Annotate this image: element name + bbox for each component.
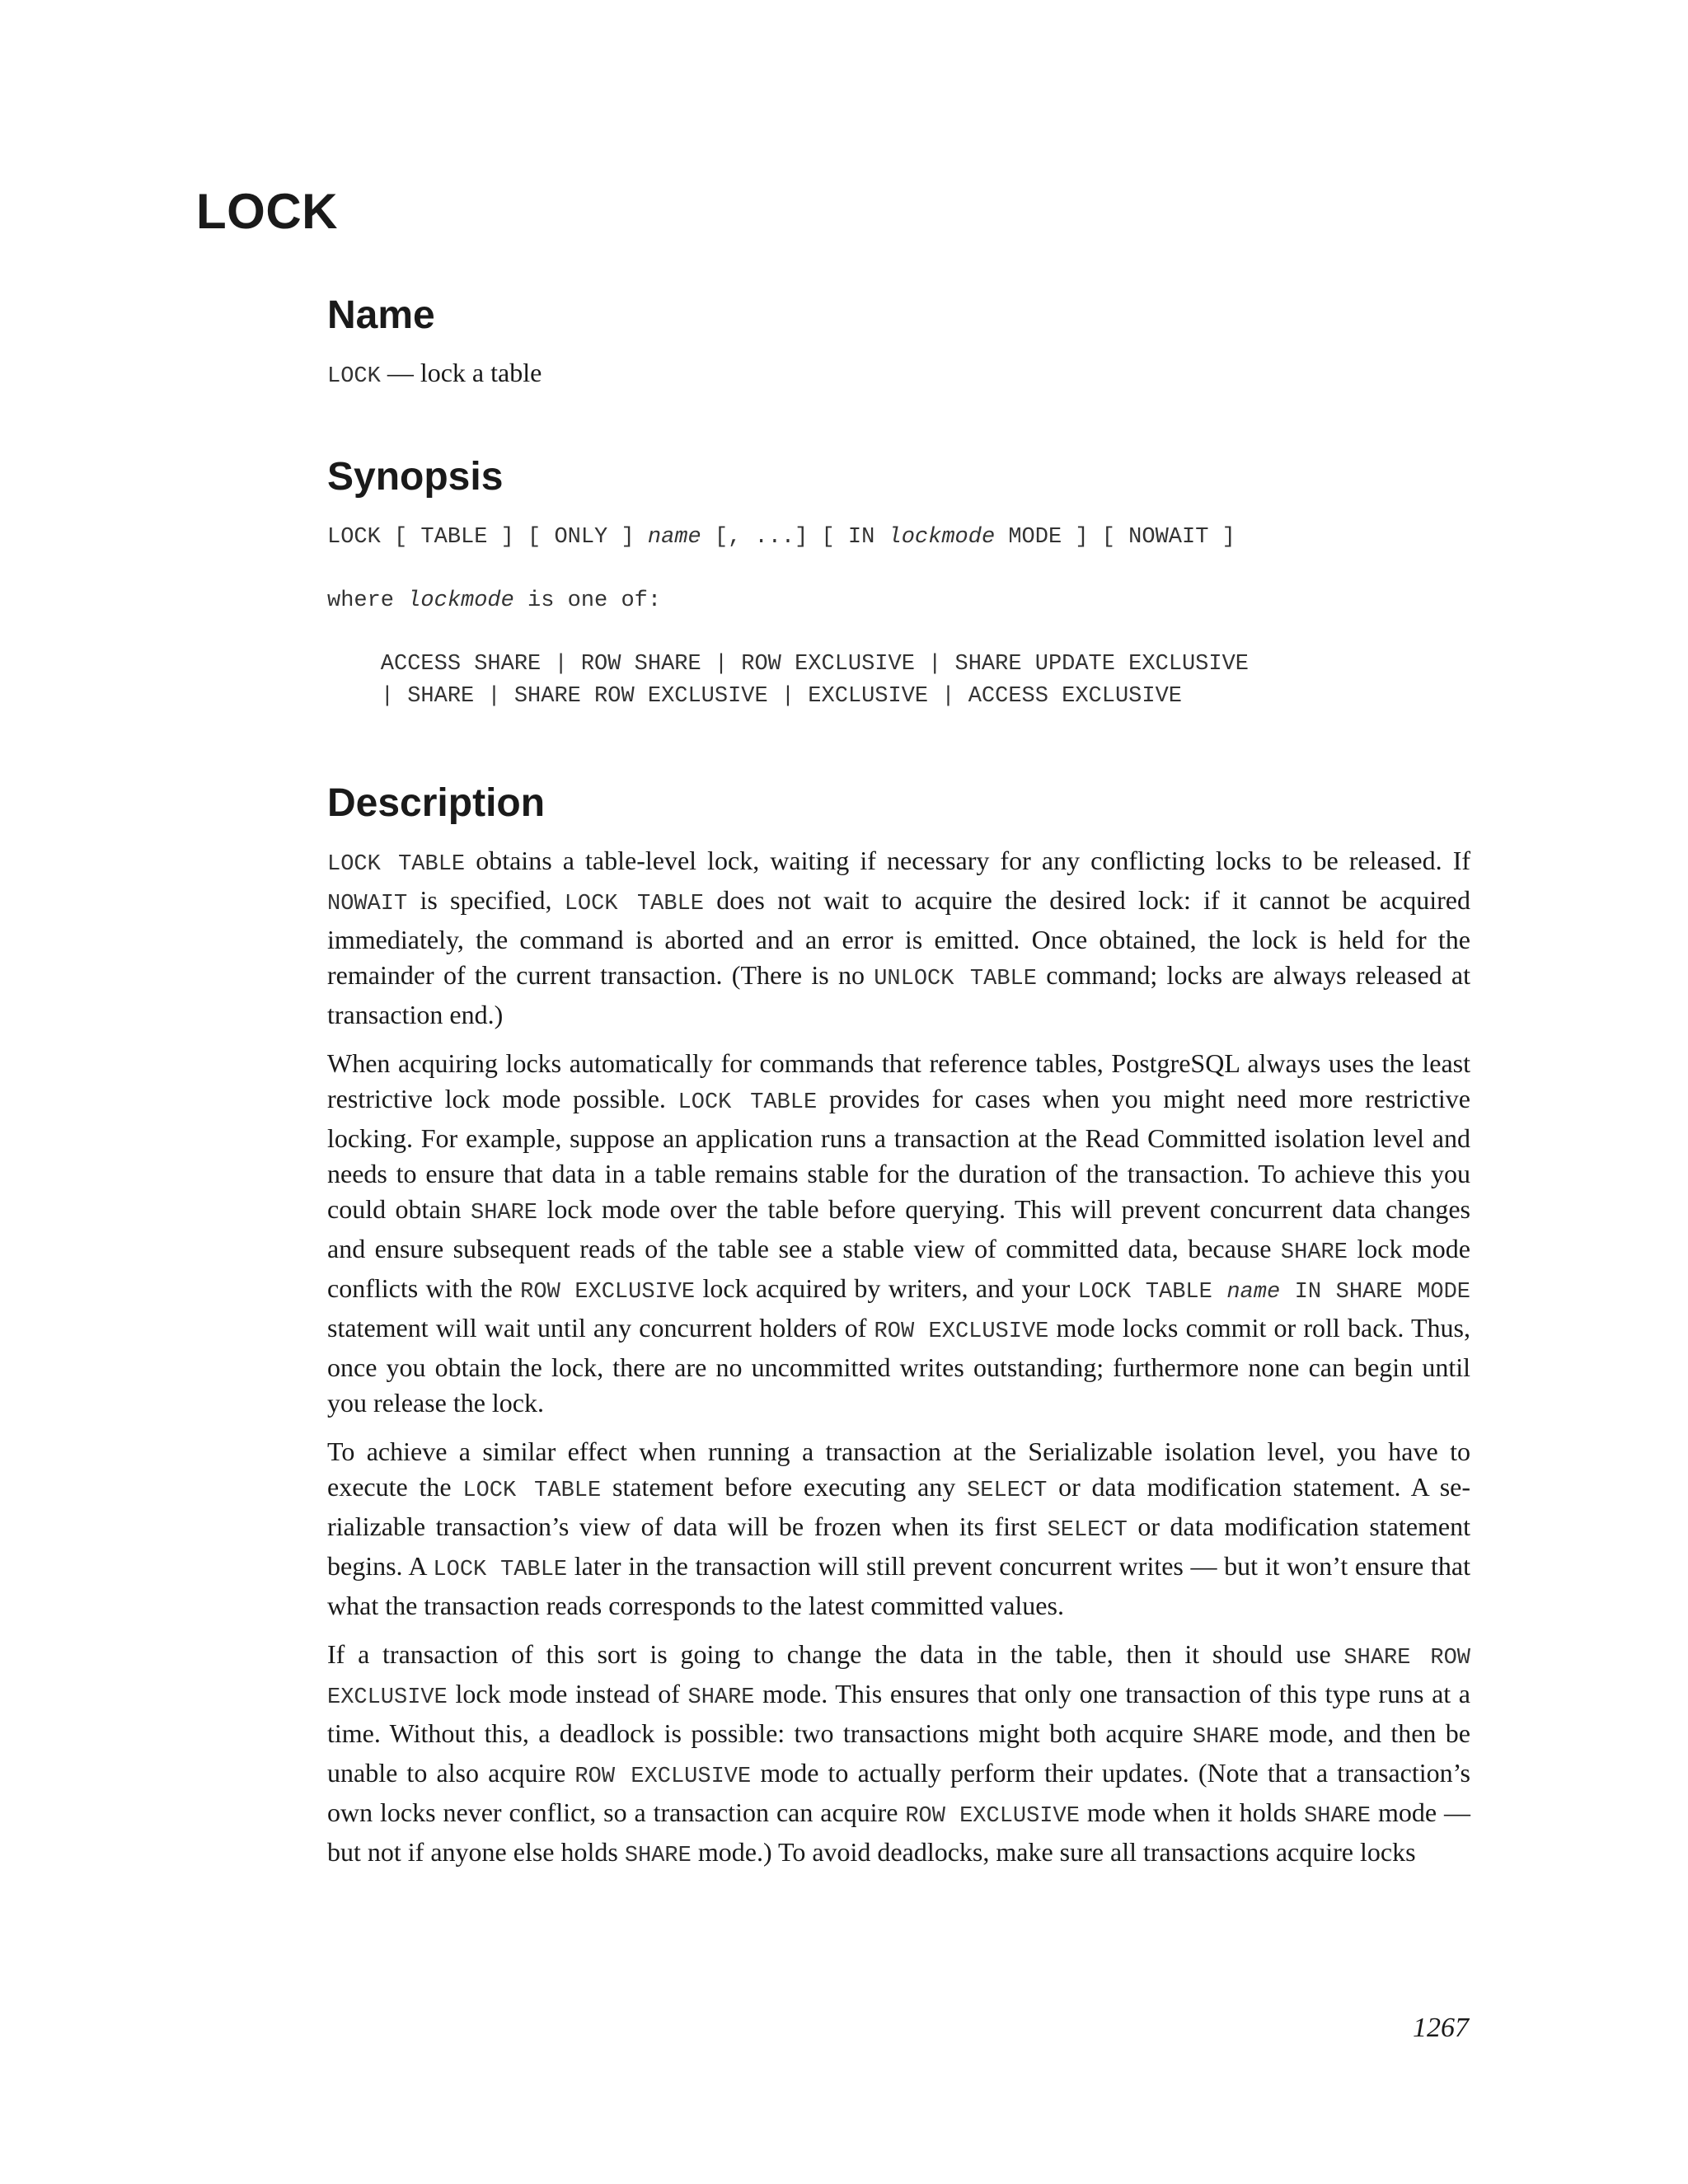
name-line	[327, 355, 1470, 395]
synopsis-heading: Synopsis	[327, 455, 504, 499]
inline-code: LOCK TABLE	[462, 1479, 602, 1503]
inline-code: UNLOCK TABLE	[874, 967, 1037, 991]
synopsis-text: LOCK [ TABLE ] [ ONLY ]	[327, 525, 648, 550]
page-number: 1267	[1413, 2013, 1469, 2043]
inline-code: SELECT	[1047, 1518, 1128, 1543]
inline-code: ROW EXCLUSIVE	[520, 1280, 696, 1305]
synopsis-where-line	[327, 585, 1470, 617]
inline-code: LOCK TABLE	[433, 1558, 568, 1582]
paragraph-text: mode.) To avoid deadlocks, make sure all transactions acquire locks	[691, 1837, 1416, 1867]
paragraph-text: lock mode conflicts with the	[327, 1234, 1470, 1303]
inline-code: ROW EXCLUSIVE	[874, 1319, 1049, 1344]
paragraph-text: statement before executing any	[601, 1472, 968, 1502]
inline-code: LOCK TABLE	[564, 892, 704, 916]
inline-code: SHARE	[471, 1201, 538, 1226]
paragraph-text: If a transaction of this sort is going to change the data in the table, then it should use	[327, 1639, 1344, 1669]
inline-code: SHARE	[624, 1844, 692, 1868]
description-section	[327, 780, 1470, 1874]
inline-code: IN SHARE MODE	[1280, 1280, 1471, 1305]
description-paragraph-3	[327, 1434, 1470, 1624]
inline-code: SHARE	[1192, 1725, 1259, 1750]
synopsis-text: where	[327, 588, 408, 613]
paragraph-text: To achieve a similar effect when running a transaction at the Serializable isolation level, you have to execute the	[327, 1436, 1470, 1502]
lock-modes-line-1: ACCESS SHARE | ROW SHARE | ROW EXCLUSIVE | SHARE UPDATE EXCLUSIVE	[327, 652, 1249, 677]
inline-code: SHARE	[1280, 1240, 1348, 1265]
paragraph-text: mode locks commit or roll back. Thus, once you obtain the lock, there are no uncommitted writes outstanding; furthermore none can begin until you release the lock.	[327, 1313, 1471, 1418]
synopsis-section	[327, 454, 1470, 713]
page-title: LOCK	[196, 184, 338, 239]
name-heading: Name	[327, 293, 435, 337]
synopsis-text: is one of:	[513, 588, 662, 613]
inline-code: ROW EXCLUSIVE	[905, 1804, 1080, 1829]
command-name: LOCK	[327, 364, 381, 389]
paragraph-text: or data modification statement. A serializable transaction’s view of data will be frozen when its first	[327, 1472, 1471, 1541]
paragraph-text: later in the transaction will still prevent concurrent writes — but it won’t ensure that what the transaction reads corresponds to the latest committed values.	[327, 1551, 1471, 1620]
inline-code: SELECT	[967, 1479, 1048, 1503]
inline-code: LOCK TABLE	[678, 1090, 818, 1115]
paragraph-text: is specified,	[407, 885, 565, 915]
synopsis-lockmode-placeholder: lockmode	[407, 588, 514, 613]
paragraph-text: statement will wait until any concurrent holders of	[327, 1313, 874, 1343]
inline-code: SHARE	[687, 1685, 755, 1710]
inline-code: SHARE ROW EXCLUSIVE	[327, 1646, 1471, 1710]
name-separator: —	[380, 358, 420, 387]
description-heading: Description	[327, 781, 546, 825]
lock-modes-line-2: | SHARE | SHARE ROW EXCLUSIVE | EXCLUSIVE | ACCESS EXCLUSIVE	[327, 684, 1182, 709]
paragraph-text: or data modification statement begins. A	[327, 1511, 1470, 1581]
inline-code: LOCK TABLE	[327, 852, 466, 877]
synopsis-name-placeholder: name	[647, 525, 701, 550]
inline-code: NOWAIT	[327, 892, 408, 916]
inline-code: LOCK TABLE	[1077, 1280, 1227, 1305]
paragraph-text: lock mode over the table before querying. This will prevent concurrent data changes and ensure subsequent reads of the table see a stable view of committed data, because	[327, 1194, 1471, 1263]
inline-code: name	[1226, 1280, 1281, 1305]
description-paragraph-4	[327, 1637, 1470, 1874]
paragraph-text: mode — but not if anyone else holds	[327, 1797, 1471, 1867]
paragraph-text: mode. This ensures that only one transaction of this type runs at a time. Without this, a deadlock is possible: two transactions might both acquire	[327, 1679, 1471, 1748]
paragraph-text: mode, and then be unable to also acquire	[327, 1718, 1470, 1788]
inline-code: ROW EXCLUSIVE	[574, 1765, 752, 1789]
synopsis-text: [, ...] [ IN	[701, 525, 889, 550]
paragraph-text: provides for cases when you might need more restrictive locking. For example, suppose an application runs a transaction at the Read Committed isolation level and needs to ensure that data in a table remains stable for the duration of the transaction. To achieve this you could obtain	[327, 1084, 1471, 1224]
description-paragraph-1	[327, 843, 1470, 1033]
synopsis-modes-list	[327, 649, 1470, 713]
synopsis-text: MODE ] [ NOWAIT ]	[995, 525, 1236, 550]
paragraph-text: mode to actually perform their updates. (Note that a transaction’s own locks never conflict, so a transaction can acquire	[327, 1758, 1471, 1827]
name-section	[327, 293, 1470, 395]
paragraph-text: lock acquired by writers, and your	[695, 1273, 1078, 1303]
paragraph-text: obtains a table-level lock, waiting if necessary for any conflicting locks to be released. If	[465, 846, 1471, 875]
paragraph-text: does not wait to acquire the desired lock: if it cannot be acquired immediately, the command is aborted and an error is emitted. Once obtained, the lock is held for the remainder of the current transaction. (There is no	[327, 885, 1471, 990]
paragraph-text: command; locks are always released at transaction end.)	[327, 960, 1471, 1029]
inline-code: SHARE	[1304, 1804, 1372, 1829]
synopsis-lockmode-placeholder: lockmode	[888, 525, 996, 550]
synopsis-command-line	[327, 522, 1470, 554]
main-content	[327, 293, 1470, 1874]
paragraph-text: lock mode instead of	[447, 1679, 688, 1708]
paragraph-text: mode when it holds	[1079, 1797, 1305, 1827]
command-summary: lock a table	[420, 358, 542, 387]
description-paragraph-2	[327, 1046, 1470, 1421]
paragraph-text: When acquiring locks automatically for commands that reference tables, PostgreSQL always uses the least restrictive lock mode possible.	[327, 1048, 1470, 1113]
